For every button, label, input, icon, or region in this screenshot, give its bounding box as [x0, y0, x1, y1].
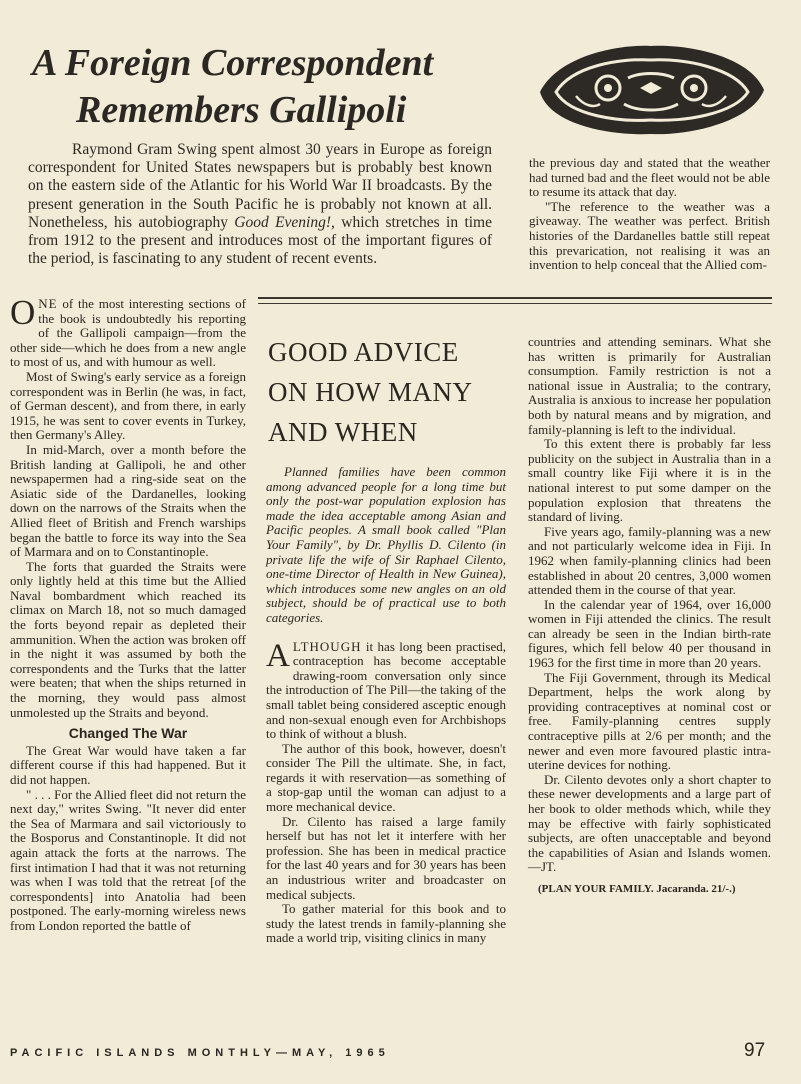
article-title-line1: A Foreign Correspondent: [32, 42, 434, 84]
gallipoli-paragraph: The forts that guarded the Straits were only lightly held at this time but the Allied Naval bombardment which reached its climax on March 18, not so much damaged the forts beyond repair as depleted their ammunition. When the action was broken off in the night it was assumed by both the correspondents and the Turks that the latter were beaten; that when the ships returned in the morning, they would pass almost unmolested up the Straits and beyond.: [10, 558, 246, 720]
gallipoli-paragraph: Most of Swing's early service as a foreign correspondent was in Berlin (he was, in fact, of German descent), and from there, in early 1915, he was sent to cover events in Turkey, then Germany's Alley.: [10, 368, 246, 443]
gallipoli-continuation: [529, 156, 770, 273]
advice-opening-caps: LTHOUGH: [292, 638, 362, 654]
gallipoli-paragraph: The Great War would have taken a far different course if this had happened. But it did not happen.: [10, 742, 246, 787]
advice-paragraph: To gather material for this book and to study the latest trends in family-planning she made a world trip, visiting clinics in many: [266, 901, 506, 946]
gallipoli-paragraph: "The reference to the weather was a giveaway. The weather was perfect. British histories of the Dardanelles battle still repeat this prevarication, not realising it was an invention to help conceal that the Allied com-: [529, 198, 770, 273]
advice-standfirst: [266, 465, 506, 626]
gallipoli-opening-caps: NE: [38, 296, 58, 311]
article-title-line2: Remembers Gallipoli: [76, 89, 407, 131]
section-divider: [258, 303, 772, 304]
advice-heading-line1: GOOD ADVICE: [268, 337, 459, 367]
article-intro: [28, 141, 492, 268]
gallipoli-paragraph: " . . . For the Allied fleet did not return the next day," writes Swing. "It never did enter the Sea of Marmara and sail victoriously to the Bosporus and Constantinople. It did not again attack the forts at the narrows. The first intimation I had that it was not returning was when I was told that the retreat [of the correspondents] into Anatolia had been postponed. The early-morning wireless news from London reported the battle of: [10, 786, 246, 933]
masthead-footer: PACIFIC ISLANDS MONTHLY—MAY, 1965: [10, 1047, 390, 1059]
gallipoli-paragraph: the previous day and stated that the weather had turned bad and the fleet would not be able to resume its attack that day.: [529, 155, 770, 200]
advice-heading-line3: AND WHEN: [268, 417, 418, 447]
advice-paragraph: Five years ago, family-planning was a new and not particularly welcome idea in Fiji. In 1962 when family-planning clinics had been established in about 20 centres, 3,000 women attended them in the course of that year.: [528, 523, 771, 598]
gallipoli-column: [10, 293, 246, 934]
changed-the-war-subhead: Changed The War: [68, 725, 188, 742]
advice-standfirst-text: Planned families have been common among advanced people for a long time but only the post-war population explosion has made the idea acceptable among Asian and Pacific peoples. A small book called "Plan Your Family", by Dr. Phyllis D. Cilento (in private life the wife of Sir Raphael Cilento, one-time Director of Health in New Guinea), which introduces some new angles on an old subject, should be of practical use to both categories.: [266, 464, 506, 625]
advice-paragraph: In the calendar year of 1964, over 16,000 women in Fiji attended the clinics. The result can already be seen in the Indian birth-rate figures, which fell below 40 per thousand in 1963 for the first time in more than 20 years.: [528, 596, 771, 671]
advice-paragraph: To this extent there is probably far less publicity on the subject in Australia than in a small country like Fiji where it is in the national interest to put some damper on the population explosion that threatens the standard of living.: [528, 436, 771, 525]
advice-paragraph: The Fiji Government, through its Medical Department, helps the work along by providing contraceptives at nominal cost or free. Family-planning centres supply contraceptive pills at 2/6 per month; and the newer and even more favoured plastic intra-uterine devices for nothing.: [528, 669, 771, 773]
intro-text-after: which stretches in time from 1912 to the present and introduces most of the important figures of the period, is fascinating to any student of recent events.: [28, 213, 492, 268]
carving-logo-icon: [528, 36, 774, 140]
intro-book-title: Good Evening!,: [234, 213, 335, 231]
page-number: 97: [744, 1040, 766, 1061]
advice-opening: it has long been practised, contraception has become acceptable drawing-room conversation only since the introduction of The Pill—the taking of the small tablet being considered asceptic enough and non-sexual enough even for Archbishops to think of without a blush.: [266, 638, 506, 742]
section-divider: [258, 297, 772, 299]
advice-paragraph: Dr. Cilento has raised a large family herself but has not let it interfere with her profession. She has been in medical practice for the last 40 years and for 30 years has been an industrious writer and broadcaster on medical subjects.: [266, 813, 506, 902]
advice-heading: [268, 332, 508, 452]
dropcap-o: O: [10, 293, 36, 332]
book-credit: (PLAN YOUR FAMILY. Jacaranda. 21/-.): [538, 882, 736, 895]
gallipoli-opening: of the most interesting sections of the book is undoubtedly his reporting of the Gallipoli campaign—from the other side—which he does from a new angle to most of us, and with humour as well.: [10, 296, 246, 370]
advice-right-column: [528, 335, 771, 896]
intro-text: Raymond Gram Swing spent almost 30 years in Europe as foreign correspondent for United States newspapers but is probably best known on the eastern side of the Atlantic for his World War II broadcasts. By the present generation in the South Pacific he is probably not known at all. Nonetheless, his autobiography: [28, 141, 492, 231]
advice-paragraph: countries and attending seminars. What she has written is primarily for Australian consumption. Family restriction is not a national issue in Australia; to the contrary, Australia is anxious to increase her population both by natural means and by migration, and family-planning is left to the individual.: [528, 334, 771, 437]
advice-paragraph: Dr. Cilento devotes only a short chapter to these newer developments and a large part of her book to older methods which, while they may be effective with fairly sophisticated subjects, are often unacceptable and beyond the capabilities of Asian and Islands women.—JT.: [528, 771, 771, 875]
advice-middle-column: [266, 465, 506, 946]
dropcap-a: A: [266, 637, 290, 674]
advice-paragraph: The author of this book, however, doesn't consider The Pill the ultimate. She, in fact, regards it with reservation—as something of a stop-gap until the woman can adjust to a more mechanical device.: [266, 740, 506, 815]
gallipoli-paragraph: In mid-March, over a month before the British landing at Gallipoli, he and other newspapermen had a ring-side seat on the Asiatic side of the Dardanelles, looking down on the narrows of the Straits when the Allied fleet of British and French warships began the battle to force its way into the Sea of Marmara and on to Constantinople.: [10, 441, 246, 560]
advice-heading-line2: ON HOW MANY: [268, 377, 473, 407]
